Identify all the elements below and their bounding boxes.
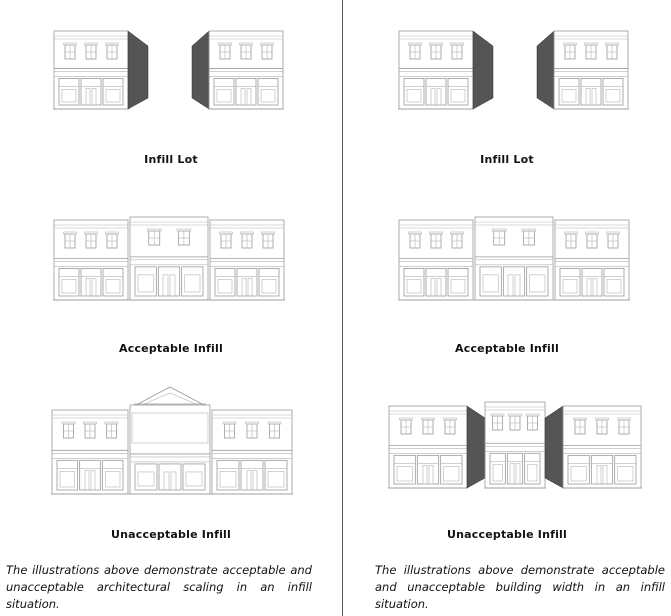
right-building: [553, 31, 629, 109]
left-acceptable-infill-caption: Acceptable Infill: [119, 342, 223, 355]
right-infill-lot-illustration: [397, 28, 637, 114]
left-building: [388, 406, 468, 488]
left-description: The illustrations above demonstrate acceptable and unacceptable architectural scaling in an infill situation.: [6, 563, 312, 611]
left-side-wall: [473, 31, 493, 109]
right-description: The illustrations above demonstrate acceptable and unacceptable building width in an infill situation.: [375, 563, 665, 611]
left-building: [398, 31, 474, 109]
right-side-wall: [537, 31, 554, 109]
right-building: [562, 406, 642, 488]
right-building: [209, 220, 285, 300]
infill-building: [474, 217, 554, 300]
right-unacceptable-infill-illustration: [387, 400, 647, 498]
right-building: [554, 220, 630, 300]
left-building: [51, 410, 129, 494]
left-acceptable-infill-illustration: [52, 215, 292, 305]
infill-building: [129, 217, 209, 300]
left-side-wall: [467, 406, 485, 488]
right-acceptable-infill-caption: Acceptable Infill: [455, 342, 559, 355]
left-infill-lot-illustration: [52, 28, 292, 114]
right-panel: [343, 0, 671, 616]
left-unacceptable-infill-illustration: [50, 385, 296, 497]
right-side-wall: [192, 31, 209, 109]
right-unacceptable-infill-caption: Unacceptable Infill: [447, 528, 567, 541]
left-building: [398, 220, 474, 300]
left-building: [53, 31, 129, 109]
infill-building: [129, 387, 211, 494]
infill-building: [484, 402, 546, 488]
right-building: [208, 31, 284, 109]
left-building: [53, 220, 129, 300]
right-building: [211, 410, 293, 494]
left-side-wall: [128, 31, 148, 109]
right-infill-lot-caption: Infill Lot: [480, 153, 534, 166]
left-unacceptable-infill-caption: Unacceptable Infill: [111, 528, 231, 541]
left-infill-lot-caption: Infill Lot: [144, 153, 198, 166]
right-acceptable-infill-illustration: [397, 215, 637, 305]
right-side-wall: [545, 406, 563, 488]
